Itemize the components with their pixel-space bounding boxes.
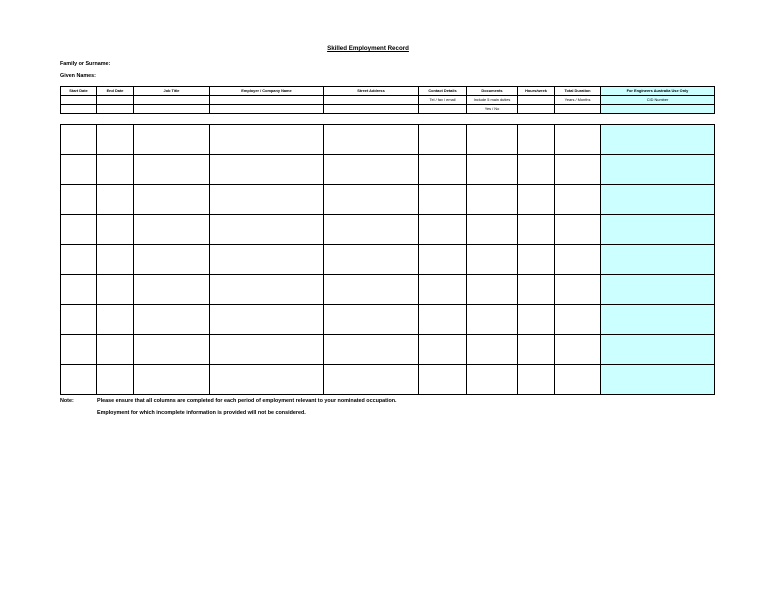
cell-total-duration[interactable] (555, 275, 601, 305)
cell-contact-details[interactable] (419, 305, 467, 335)
cell-end-date[interactable] (97, 155, 134, 185)
cell-total-duration[interactable] (555, 305, 601, 335)
cell-street-address[interactable] (324, 365, 419, 395)
column-header-ea-use-only: For Engineers Australia Use Only (601, 87, 715, 96)
cell-start-date[interactable] (61, 215, 97, 245)
subheader-contact-hint: Tel / fax / email (419, 96, 467, 105)
given-names-label: Given Names: (60, 73, 96, 79)
cell-start-date[interactable] (61, 185, 97, 215)
cell-contact-details[interactable] (419, 185, 467, 215)
subheader-cell (210, 105, 324, 114)
column-header-hours-week: Hours/week (518, 87, 555, 96)
cell-job-title[interactable] (134, 245, 210, 275)
cell-documents[interactable] (467, 215, 518, 245)
column-header-employer: Employer / Company Name (210, 87, 324, 96)
cell-job-title[interactable] (134, 215, 210, 245)
cell-documents[interactable] (467, 155, 518, 185)
cell-hours-week[interactable] (518, 365, 555, 395)
cell-end-date[interactable] (97, 335, 134, 365)
cell-employer[interactable] (210, 275, 324, 305)
table-row (61, 155, 715, 185)
cell-employer[interactable] (210, 185, 324, 215)
cell-hours-week[interactable] (518, 245, 555, 275)
header-table (60, 86, 715, 114)
table-row (61, 185, 715, 215)
column-header-row (61, 87, 715, 96)
cell-ea-use-only (601, 215, 715, 245)
subheader-cell (134, 96, 210, 105)
cell-start-date[interactable] (61, 125, 97, 155)
cell-street-address[interactable] (324, 335, 419, 365)
cell-start-date[interactable] (61, 305, 97, 335)
subheader-cell (210, 96, 324, 105)
subheader-documents-hint: Include 5 main duties (467, 96, 518, 105)
cell-job-title[interactable] (134, 185, 210, 215)
subheader-cell (61, 96, 97, 105)
table-row (61, 335, 715, 365)
page-title: Skilled Employment Record (327, 45, 409, 52)
cell-hours-week[interactable] (518, 215, 555, 245)
cell-hours-week[interactable] (518, 155, 555, 185)
cell-job-title[interactable] (134, 305, 210, 335)
column-header-end-date: End Date (97, 87, 134, 96)
subheader-cid-number: CID Number (601, 96, 715, 105)
cell-job-title[interactable] (134, 275, 210, 305)
subheader-cell (134, 105, 210, 114)
cell-street-address[interactable] (324, 185, 419, 215)
cell-employer[interactable] (210, 125, 324, 155)
cell-ea-use-only (601, 155, 715, 185)
cell-employer[interactable] (210, 215, 324, 245)
cell-end-date[interactable] (97, 275, 134, 305)
cell-documents[interactable] (467, 245, 518, 275)
cell-end-date[interactable] (97, 305, 134, 335)
cell-contact-details[interactable] (419, 335, 467, 365)
cell-documents[interactable] (467, 365, 518, 395)
cell-end-date[interactable] (97, 185, 134, 215)
employment-rows (61, 125, 715, 395)
cell-job-title[interactable] (134, 125, 210, 155)
cell-ea-use-only (601, 185, 715, 215)
cell-documents[interactable] (467, 185, 518, 215)
note-label: Note: (60, 398, 74, 404)
cell-street-address[interactable] (324, 125, 419, 155)
cell-total-duration[interactable] (555, 215, 601, 245)
table-row (61, 125, 715, 155)
subheader-row-2 (61, 105, 715, 114)
table-row (61, 365, 715, 395)
cell-total-duration[interactable] (555, 155, 601, 185)
cell-end-date[interactable] (97, 365, 134, 395)
cell-contact-details[interactable] (419, 365, 467, 395)
employment-table (60, 124, 715, 395)
cell-total-duration[interactable] (555, 185, 601, 215)
table-row (61, 215, 715, 245)
cell-start-date[interactable] (61, 155, 97, 185)
cell-total-duration[interactable] (555, 125, 601, 155)
cell-documents[interactable] (467, 125, 518, 155)
cell-employer[interactable] (210, 335, 324, 365)
subheader-row-1 (61, 96, 715, 105)
subheader-cell (97, 96, 134, 105)
note-line-2: Employment for which incomplete information is provided will not be considered. (97, 410, 306, 416)
cell-hours-week[interactable] (518, 275, 555, 305)
cell-employer[interactable] (210, 305, 324, 335)
subheader-cell (555, 105, 601, 114)
subheader-cell (601, 105, 715, 114)
cell-ea-use-only (601, 125, 715, 155)
cell-total-duration[interactable] (555, 245, 601, 275)
cell-documents[interactable] (467, 335, 518, 365)
cell-street-address[interactable] (324, 215, 419, 245)
cell-start-date[interactable] (61, 275, 97, 305)
surname-label: Family or Surname: (60, 61, 111, 67)
cell-job-title[interactable] (134, 335, 210, 365)
cell-hours-week[interactable] (518, 185, 555, 215)
cell-job-title[interactable] (134, 365, 210, 395)
cell-street-address[interactable] (324, 155, 419, 185)
cell-ea-use-only (601, 245, 715, 275)
subheader-cell (419, 105, 467, 114)
cell-hours-week[interactable] (518, 335, 555, 365)
subheader-duration-hint: Years / Months (555, 96, 601, 105)
cell-end-date[interactable] (97, 125, 134, 155)
cell-hours-week[interactable] (518, 125, 555, 155)
cell-street-address[interactable] (324, 275, 419, 305)
cell-contact-details[interactable] (419, 215, 467, 245)
table-row (61, 305, 715, 335)
cell-contact-details[interactable] (419, 125, 467, 155)
column-header-total-duration: Total Duration (555, 87, 601, 96)
subheader-cell (97, 105, 134, 114)
cell-ea-use-only (601, 275, 715, 305)
subheader-cell (518, 96, 555, 105)
table-row (61, 245, 715, 275)
cell-end-date[interactable] (97, 215, 134, 245)
subheader-cell (324, 96, 419, 105)
column-header-street-address: Street Address (324, 87, 419, 96)
column-header-job-title: Job Title (134, 87, 210, 96)
cell-street-address[interactable] (324, 305, 419, 335)
table-row (61, 275, 715, 305)
cell-documents[interactable] (467, 305, 518, 335)
cell-start-date[interactable] (61, 335, 97, 365)
cell-job-title[interactable] (134, 155, 210, 185)
cell-end-date[interactable] (97, 245, 134, 275)
column-header-contact-details: Contact Details (419, 87, 467, 96)
subheader-cell (518, 105, 555, 114)
cell-employer[interactable] (210, 365, 324, 395)
cell-employer[interactable] (210, 155, 324, 185)
cell-start-date[interactable] (61, 245, 97, 275)
cell-total-duration[interactable] (555, 365, 601, 395)
cell-hours-week[interactable] (518, 305, 555, 335)
cell-contact-details[interactable] (419, 155, 467, 185)
subheader-cell (324, 105, 419, 114)
cell-ea-use-only (601, 365, 715, 395)
cell-ea-use-only (601, 335, 715, 365)
cell-contact-details[interactable] (419, 275, 467, 305)
column-header-documents: Documents (467, 87, 518, 96)
cell-street-address[interactable] (324, 245, 419, 275)
note-line-1: Please ensure that all columns are completed for each period of employment relevant to your nominated occupation. (97, 398, 397, 404)
cell-employer[interactable] (210, 245, 324, 275)
cell-contact-details[interactable] (419, 245, 467, 275)
subheader-documents-yes-no: Yes / No (467, 105, 518, 114)
cell-ea-use-only (601, 305, 715, 335)
column-header-start-date: Start Date (61, 87, 97, 96)
cell-start-date[interactable] (61, 365, 97, 395)
cell-total-duration[interactable] (555, 335, 601, 365)
cell-documents[interactable] (467, 275, 518, 305)
subheader-cell (61, 105, 97, 114)
